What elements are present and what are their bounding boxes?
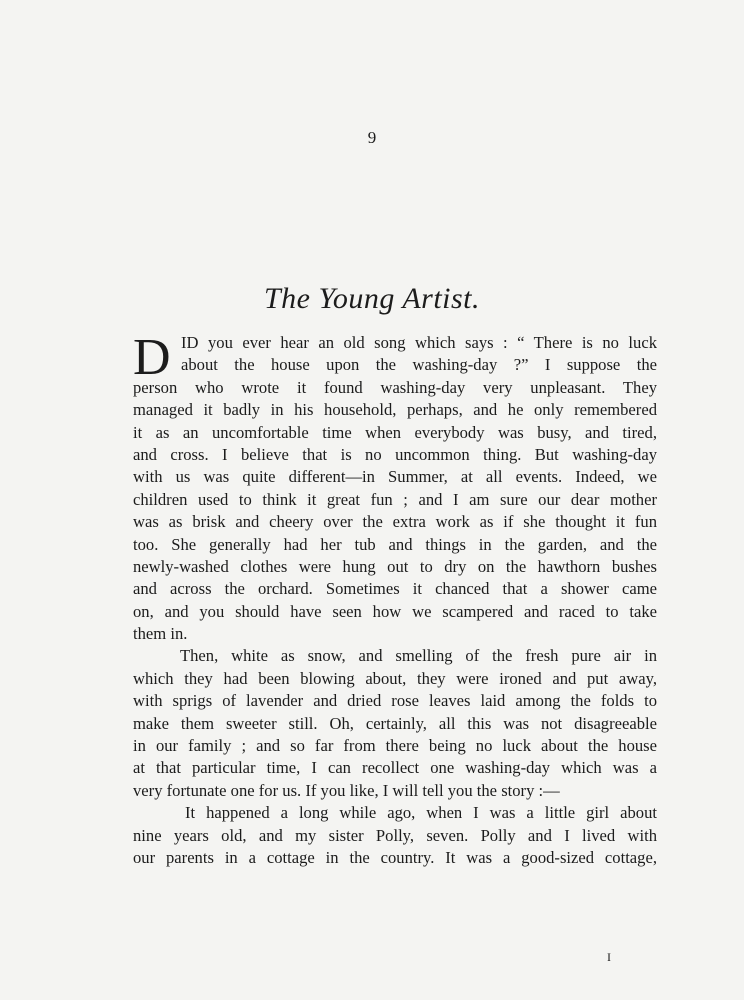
text-line: and across the orchard. Sometimes it chanced that a shower came <box>133 579 657 599</box>
chapter-title: The Young Artist. <box>263 282 481 315</box>
text-line: which they had been blowing about, they were ironed and put away, <box>133 668 657 688</box>
text-line: children used to think it great fun ; and I am sure our dear mother <box>133 489 657 509</box>
text-line: with us was quite different—in Summer, at all events. Indeed, we <box>133 467 657 487</box>
text-line: was as brisk and cheery over the extra work as if she thought it fun <box>133 512 657 532</box>
text-line: ID you ever hear an old song which says : “ There is no luck <box>181 333 657 352</box>
text-line: nine years old, and my sister Polly, seven. Polly and I lived with <box>133 825 657 845</box>
text-line: too. She generally had her tub and things in the garden, and the <box>133 534 657 554</box>
signature-mark: I <box>607 950 611 964</box>
text-line: with sprigs of lavender and dried rose leaves laid among the folds to <box>133 691 657 711</box>
text-line: very fortunate one for us. If you like, I will tell you the story :— <box>133 780 560 800</box>
text-line: them in. <box>133 624 188 644</box>
text-line: managed it badly in his household, perhaps, and he only remembered <box>133 400 657 420</box>
text-line: on, and you should have seen how we scampered and raced to take <box>133 601 657 621</box>
text-line: newly-washed clothes were hung out to dry on the hawthorn bushes <box>133 556 657 576</box>
text-line: Then, white as snow, and smelling of the fresh pure air in <box>180 646 657 666</box>
text-line: in our family ; and so far from there being no luck about the house <box>133 736 657 756</box>
text-line: our parents in a cottage in the country. It was a good-sized cottage, <box>133 847 657 867</box>
text-line: at that particular time, I can recollect one washing-day which was a <box>133 758 657 778</box>
page-number: 9 <box>367 128 377 147</box>
text-line: It happened a long while ago, when I was a little girl about <box>185 803 657 823</box>
text-line: person who wrote it found washing-day very unpleasant. They <box>133 377 657 397</box>
drop-cap: D <box>133 329 171 386</box>
text-line: it as an uncomfortable time when everybody was busy, and tired, <box>133 422 657 442</box>
text-line: make them sweeter still. Oh, certainly, all this was not disagreeable <box>133 713 657 733</box>
body-text <box>133 329 657 869</box>
text-line: and cross. I believe that is no uncommon thing. But washing-day <box>133 444 657 464</box>
text-line: about the house upon the washing-day ?” I suppose the <box>181 355 657 375</box>
